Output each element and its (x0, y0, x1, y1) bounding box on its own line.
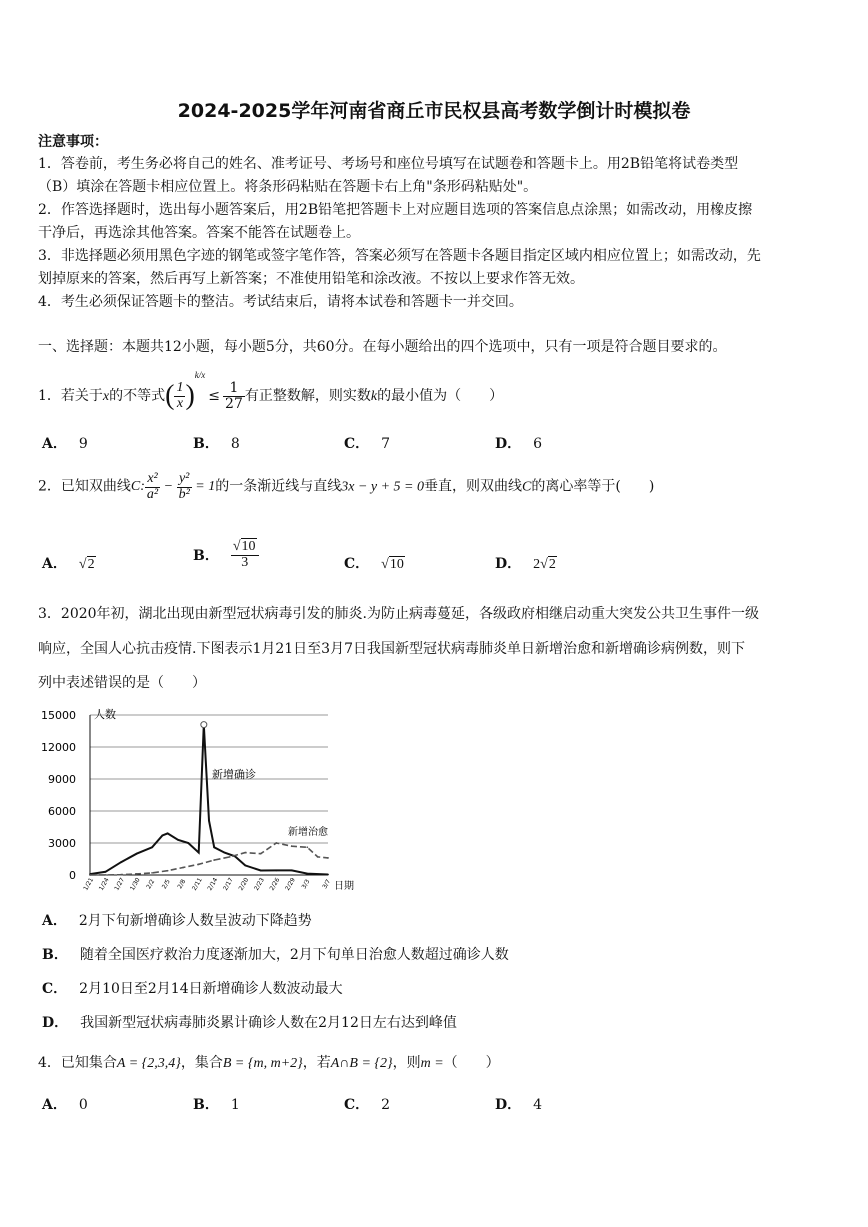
x-tick-label: 1/24 (97, 876, 111, 892)
q3-option-d: D． 我国新型冠状病毒肺炎累计确诊人数在2月12日左右达到峰值 (42, 1015, 457, 1031)
question-4 (38, 1052, 500, 1072)
y-tick-label: 3000 (48, 837, 76, 850)
q2-option-b: B． $\frac{√10}{3}$ (193, 540, 259, 570)
y-axis-label: 人数 (94, 708, 116, 721)
data-point (177, 839, 179, 841)
data-point (244, 865, 246, 867)
q4-set-b: B = {m, m+2} (222, 1056, 303, 1071)
y-tick-label: 12000 (41, 741, 76, 754)
x-tick-label: 2/29 (284, 876, 297, 892)
notice-line: 4．考生必须保证答题卡的整洁。考试结束后，请将本试卷和答题卡一并交回。 (38, 294, 523, 310)
q3-option-c: C． 2月10日至2月14日新增确诊人数波动最大 (42, 981, 343, 997)
q4-set-a: A = {2,3,4} (116, 1056, 181, 1071)
series-label-confirmed: 新增确诊 (212, 768, 256, 781)
notice-line: 3．非选择题必须用黑色字迹的钢笔或签字笔作答，答案必须写在答题卡各题目指定区域内相应位置上；如需改动，先 (38, 248, 761, 264)
q3-line: 3．2020年初，湖北出现由新型冠状病毒引发的肺炎.为防止病毒蔓延，各级政府相继启动重大突发公共卫生事件一级 (38, 606, 759, 622)
q3-option-a: A． 2月下旬新增确诊人数呈波动下降趋势 (42, 913, 312, 929)
q2-suffix: 垂直，则双曲线 (424, 478, 523, 495)
data-point (162, 835, 164, 837)
data-point (151, 872, 153, 874)
q4-condition: A∩B = {2} (330, 1056, 393, 1071)
q1-prefix: 1．若关于 (38, 388, 103, 404)
q1-suffix1: 有正整数解，则实数 (244, 388, 371, 404)
data-point (120, 874, 122, 876)
x-axis-label: 日期 (334, 881, 354, 892)
y-tick-label: 6000 (48, 805, 76, 818)
data-point (105, 874, 107, 876)
q4-option-a: A． 0 (42, 1097, 88, 1113)
x-tick-label: 2/23 (253, 876, 266, 892)
data-point (327, 874, 329, 876)
data-point (151, 846, 153, 848)
data-point (275, 842, 277, 844)
q2-option-d: D． 2√2 (495, 556, 556, 572)
x-tick-label: 2/14 (206, 876, 220, 892)
data-point (198, 863, 200, 865)
notice-line: 1．答卷前，考生务必将自己的姓名、准考证号、考场号和座位号填写在试题卷和答题卡上。用2B铅笔将试卷类型 (38, 156, 739, 172)
data-point (291, 845, 293, 847)
data-point (182, 867, 184, 869)
q2-hyperbola-eq: C: $\frac{\text{x²}}{\text{a²}}$ − $\frac{\text{y²}}{\text{b²}}$ = 1 (130, 471, 216, 502)
q1-suffix2: 的最小值为（ ） (377, 388, 504, 404)
data-point (167, 833, 169, 835)
x-tick-label: 1/27 (113, 876, 127, 892)
q2-middle: 的一条渐近线与直线 (215, 478, 342, 495)
q1-leq: ≤ (208, 388, 221, 404)
data-point (89, 874, 91, 876)
data-point (167, 870, 169, 872)
data-point (136, 873, 138, 875)
data-point (327, 857, 329, 859)
q4-suffix: ，则 (392, 1055, 421, 1071)
notice-heading: 注意事项： (38, 134, 108, 150)
q4-option-d: D． 4 (495, 1097, 543, 1113)
x-tick-label: 3/7 (321, 878, 333, 891)
q1-option-c: C． 7 (344, 436, 391, 452)
q2-line-eq: 3x − y + 5 = 0 (341, 479, 425, 495)
x-tick-label: 2/17 (221, 876, 235, 892)
covid-line-chart (30, 700, 370, 900)
q3-line: 响应，全国人心抗击疫情.下图表示1月21日至3月7日我国新型冠状病毒肺炎单日新增治愈和新增确诊病例数，则下 (38, 641, 745, 657)
question-1 (38, 370, 503, 412)
data-point (317, 856, 319, 858)
chart-grid (90, 715, 328, 875)
q3-option-b: B． 随着全国医疗救治力度逐渐加大，2月下旬单日治愈人数超过确诊人数 (42, 947, 509, 963)
q1-option-d: D． 6 (495, 436, 543, 452)
q4-prefix: 4．已知集合 (38, 1055, 117, 1071)
data-point (275, 870, 277, 872)
q4-option-b: B． 1 (193, 1097, 240, 1113)
data-point (208, 820, 210, 822)
q4-mid: ，集合 (180, 1055, 223, 1071)
chart-series (89, 722, 329, 876)
q1-frac-1-over-x: $\frac{1}{x}$ (176, 379, 184, 411)
q1-exponent: k/x (194, 370, 206, 380)
x-tick-label: 3/3 (300, 878, 312, 891)
q1-rhs-frac: $\frac{1}{27}$ (225, 379, 243, 412)
chart-x-ticks (82, 877, 332, 892)
q2-prefix: 2．已知双曲线 (38, 478, 131, 495)
data-point (306, 846, 308, 848)
x-tick-label: 2/5 (160, 878, 172, 891)
data-point (136, 853, 138, 855)
x-tick-label: 2/11 (190, 876, 204, 892)
q1-var-x: x (102, 389, 110, 404)
q2-option-a: A． √2 (42, 556, 95, 572)
data-point (291, 870, 293, 872)
q3-line: 列中表述错误的是（ ） (38, 675, 206, 691)
q2-var-c: C (522, 479, 532, 495)
peak-marker (201, 722, 207, 728)
data-point (105, 871, 107, 873)
data-point (213, 846, 215, 848)
notice-line: 划掉原来的答案，然后再写上新答案；不准使用铅笔和涂改液。不按以上要求作答无效。 (38, 271, 584, 287)
y-tick-label: 0 (69, 869, 76, 882)
data-point (244, 852, 246, 854)
q4-var-m: m = (420, 1056, 444, 1071)
notice-line: 2．作答选择题时，选出每小题答案后，用2B铅笔把答题卡上对应题目选项的答案信息点涂黑；如需改动，用橡皮擦 (38, 202, 753, 218)
data-point (120, 861, 122, 863)
notice-line: 干净后，再选涂其他答案。答案不能答在试题卷上。 (38, 225, 360, 241)
q1-paren-close: ) (185, 380, 195, 411)
page-title: 2024-2025学年河南省商丘市民权县高考数学倒计时模拟卷 (177, 100, 691, 122)
data-point (260, 870, 262, 872)
data-point (198, 852, 200, 854)
q2-suffix2: 的离心率等于( ) (531, 478, 655, 495)
chart-y-ticks (41, 709, 76, 882)
data-point (213, 859, 215, 861)
data-point (306, 873, 308, 875)
x-tick-label: 2/2 (145, 878, 157, 891)
q1-mid: 的不等式 (109, 388, 166, 404)
q4-mid2: ，若 (302, 1055, 331, 1071)
q1-option-a: A． 9 (42, 436, 88, 452)
x-tick-label: 2/26 (268, 876, 282, 892)
question-2 (38, 472, 654, 502)
y-tick-label: 9000 (48, 773, 76, 786)
data-point (224, 852, 226, 854)
x-tick-label: 2/20 (237, 876, 251, 892)
q4-end: （ ） (443, 1055, 500, 1071)
notice-line: （B）填涂在答题卡相应位置上。将条形码粘贴在答题卡右上角"条形码粘贴处"。 (38, 179, 538, 195)
series-label-cured: 新增治愈 (288, 827, 328, 838)
y-tick-label: 15000 (41, 709, 76, 722)
q2-option-c: C． √10 (344, 556, 404, 572)
x-tick-label: 1/21 (82, 876, 96, 892)
q1-option-b: B． 8 (193, 436, 240, 452)
data-point (187, 842, 189, 844)
data-point (260, 853, 262, 855)
x-tick-label: 1/30 (128, 876, 142, 892)
q4-option-c: C． 2 (344, 1097, 391, 1113)
x-tick-label: 2/8 (176, 878, 188, 891)
q1-var-k: k (370, 389, 378, 404)
data-point (229, 856, 231, 858)
q1-paren-open: ( (165, 380, 175, 411)
section-heading: 一、选择题：本题共12小题，每小题5分，共60分。在每小题给出的四个选项中，只有一项是符合题目要求的。 (38, 339, 727, 355)
